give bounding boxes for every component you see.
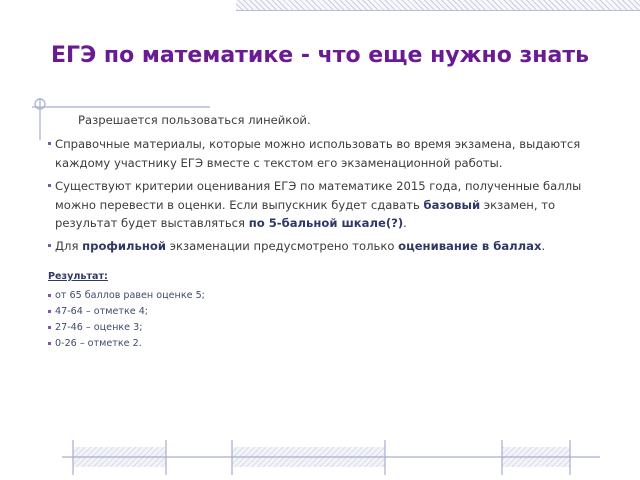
bullet-2-text-b: экзамен, то результат будет выставляться bbox=[55, 197, 556, 231]
result-item: 27-46 – оценке 3; bbox=[48, 320, 582, 336]
bullet-2-text-a: Существуют критерии оценивания ЕГЭ по математике 2015 года, полученные баллы можно перевести в оценки. Если выпускник будет сдавать bbox=[55, 179, 582, 212]
slide-content bbox=[48, 111, 582, 351]
bullet-2-text-c: . bbox=[403, 216, 407, 231]
bullet-3-text-a: Для bbox=[55, 239, 83, 254]
bullet-2-bold-b: по 5-бальной шкале(?) bbox=[248, 216, 404, 231]
bullet-3-bold-a: профильной bbox=[82, 239, 166, 254]
slide-title: ЕГЭ по математике - что еще нужно знать bbox=[51, 43, 589, 68]
bullet-reference-materials bbox=[48, 135, 582, 172]
bullet-3-text-c: . bbox=[541, 239, 546, 254]
bullet-3-text-b: экзаменации предусмотрено только bbox=[165, 239, 399, 254]
main-bullet-list bbox=[48, 135, 582, 255]
bullet-profile-exam bbox=[48, 237, 582, 255]
result-item: 47-64 – отметке 4; bbox=[48, 304, 582, 320]
intro-text: Разрешается пользоваться линейкой. bbox=[78, 113, 311, 127]
result-item: 0-26 – отметке 2. bbox=[48, 336, 582, 352]
bullet-grading-criteria bbox=[48, 177, 582, 232]
bullet-1-text: Справочные материалы, которые можно использовать во время экзамена, выдаются каждому участнику ЕГЭ вместе с текстом его экзаменационной работы. bbox=[55, 137, 581, 170]
result-item: от 65 баллов равен оценке 5; bbox=[48, 288, 582, 304]
bullet-3-bold-b: оценивание в баллах bbox=[398, 239, 542, 254]
result-list bbox=[48, 288, 582, 351]
bullet-2-bold-a: базовый bbox=[423, 197, 481, 212]
result-heading: Результат: bbox=[48, 270, 108, 282]
